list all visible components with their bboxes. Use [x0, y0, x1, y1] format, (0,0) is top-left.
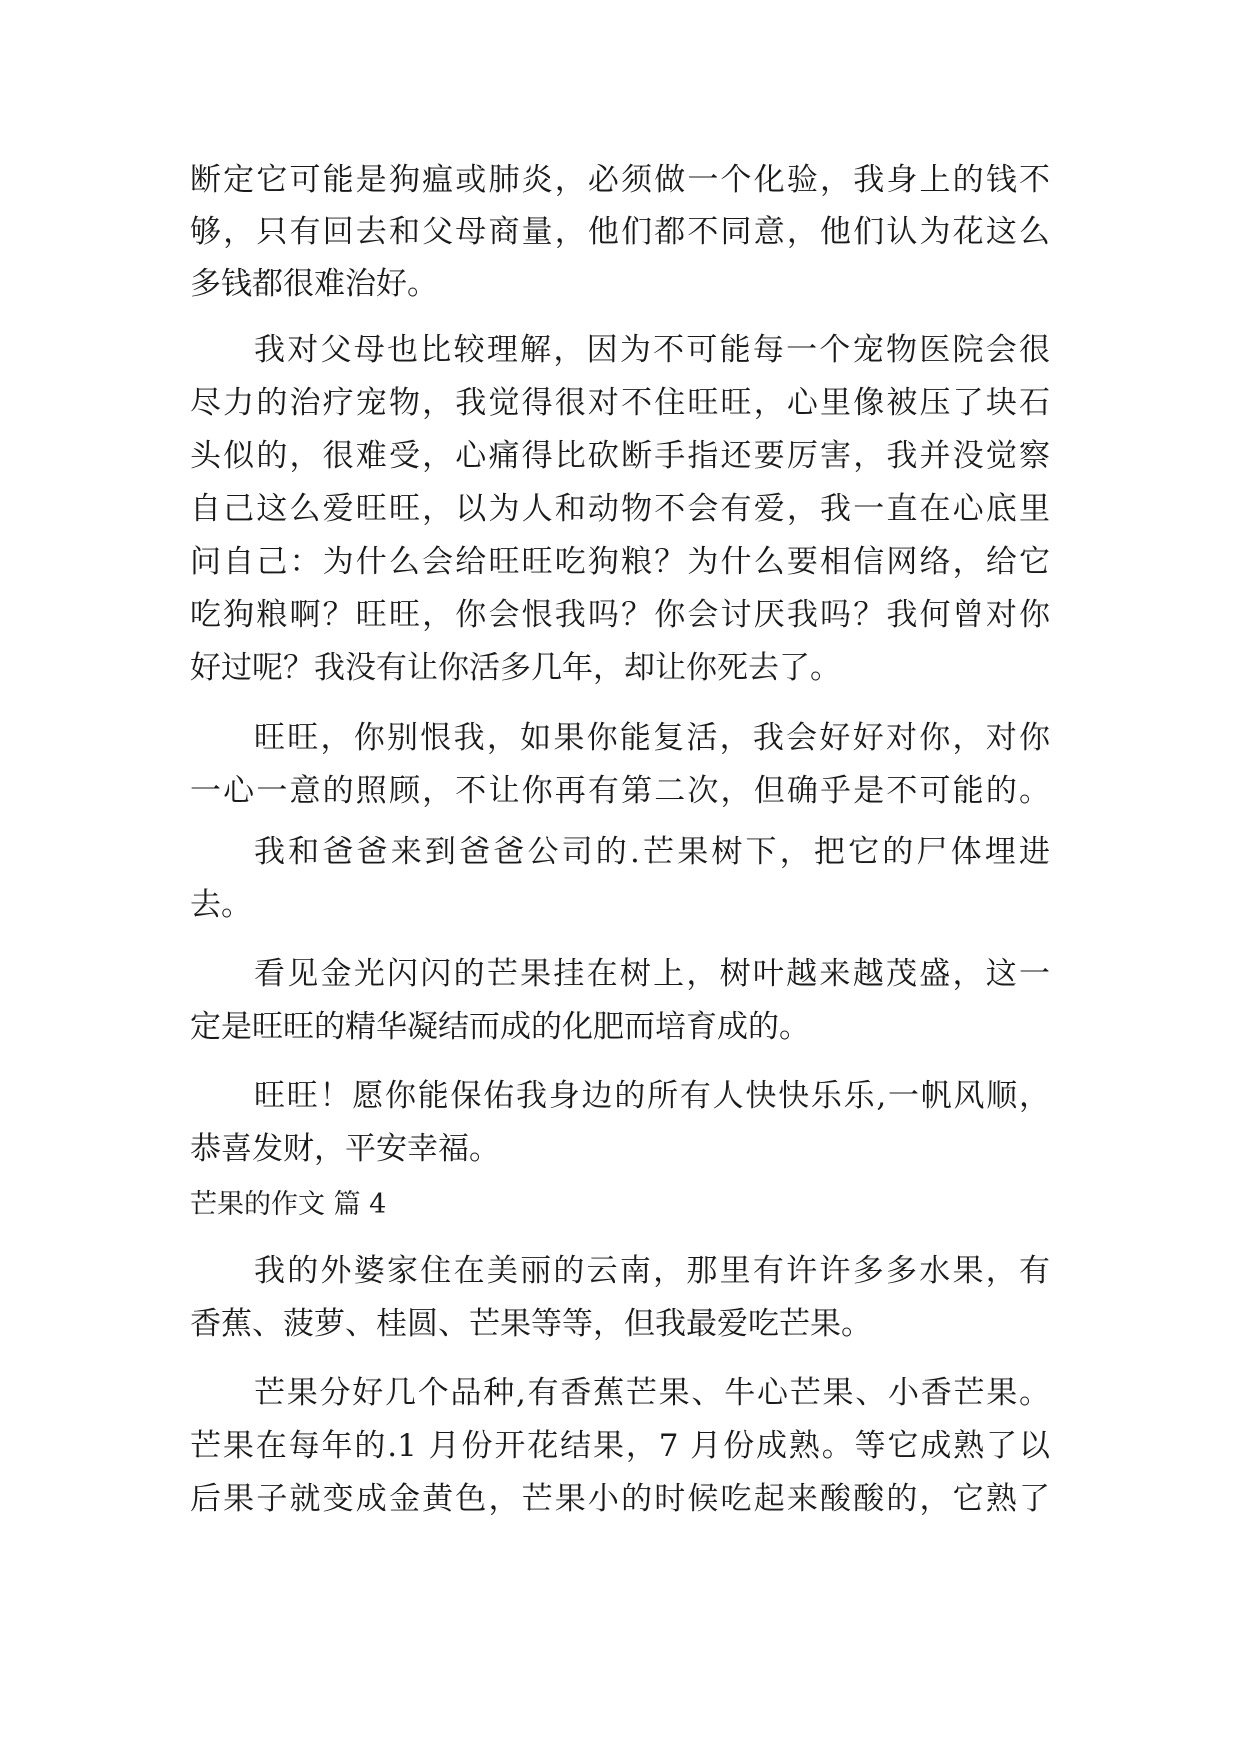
paragraph-first-line: 我和爸爸来到爸爸公司的.芒果树下，把它的尸体埋进	[254, 834, 1050, 870]
text-line: 芒果在每年的.1 月份开花结果，7 月份成熟。等它成熟了以	[190, 1428, 1050, 1464]
text-line: 断定它可能是狗瘟或肺炎，必须做一个化验，我身上的钱不	[190, 162, 1050, 198]
text-line: 去。	[190, 887, 252, 923]
text-line: 香蕉、菠萝、桂圆、芒果等等，但我最爱吃芒果。	[190, 1306, 872, 1342]
text-line: 够，只有回去和父母商量，他们都不同意，他们认为花这么	[190, 214, 1050, 250]
paragraph-first-line: 旺旺，你别恨我，如果你能复活，我会好好对你，对你	[254, 720, 1050, 756]
paragraph-first-line: 看见金光闪闪的芒果挂在树上，树叶越来越茂盛，这一	[254, 956, 1050, 992]
text-line: 好过呢？我没有让你活多几年，却让你死去了。	[190, 650, 841, 686]
text-line: 多钱都很难治好。	[190, 266, 438, 302]
text-line: 头似的，很难受，心痛得比砍断手指还要厉害，我并没觉察	[190, 438, 1050, 474]
paragraph-first-line: 旺旺！愿你能保佑我身边的所有人快快乐乐,一帆风顺，	[254, 1078, 1050, 1114]
text-line: 恭喜发财，平安幸福。	[190, 1131, 500, 1167]
paragraph-first-line: 芒果分好几个品种,有香蕉芒果、牛心芒果、小香芒果。	[254, 1375, 1050, 1411]
paragraph-first-line: 我的外婆家住在美丽的云南，那里有许许多多水果，有	[254, 1253, 1050, 1289]
text-line: 定是旺旺的精华凝结而成的化肥而培育成的。	[190, 1009, 810, 1045]
text-line: 尽力的治疗宠物，我觉得很对不住旺旺，心里像被压了块石	[190, 385, 1050, 421]
text-line: 自己这么爱旺旺，以为人和动物不会有爱，我一直在心底里	[190, 491, 1050, 527]
section-heading: 芒果的作文 篇 4	[190, 1189, 387, 1220]
paragraph-first-line: 我对父母也比较理解，因为不可能每一个宠物医院会很	[254, 332, 1050, 368]
text-line: 吃狗粮啊？旺旺，你会恨我吗？你会讨厌我吗？我何曾对你	[190, 597, 1050, 633]
text-line: 一心一意的照顾，不让你再有第二次，但确乎是不可能的。	[190, 773, 1050, 809]
text-line: 问自己：为什么会给旺旺吃狗粮？为什么要相信网络，给它	[190, 544, 1050, 580]
text-line: 后果子就变成金黄色，芒果小的时候吃起来酸酸的，它熟了	[190, 1481, 1050, 1517]
